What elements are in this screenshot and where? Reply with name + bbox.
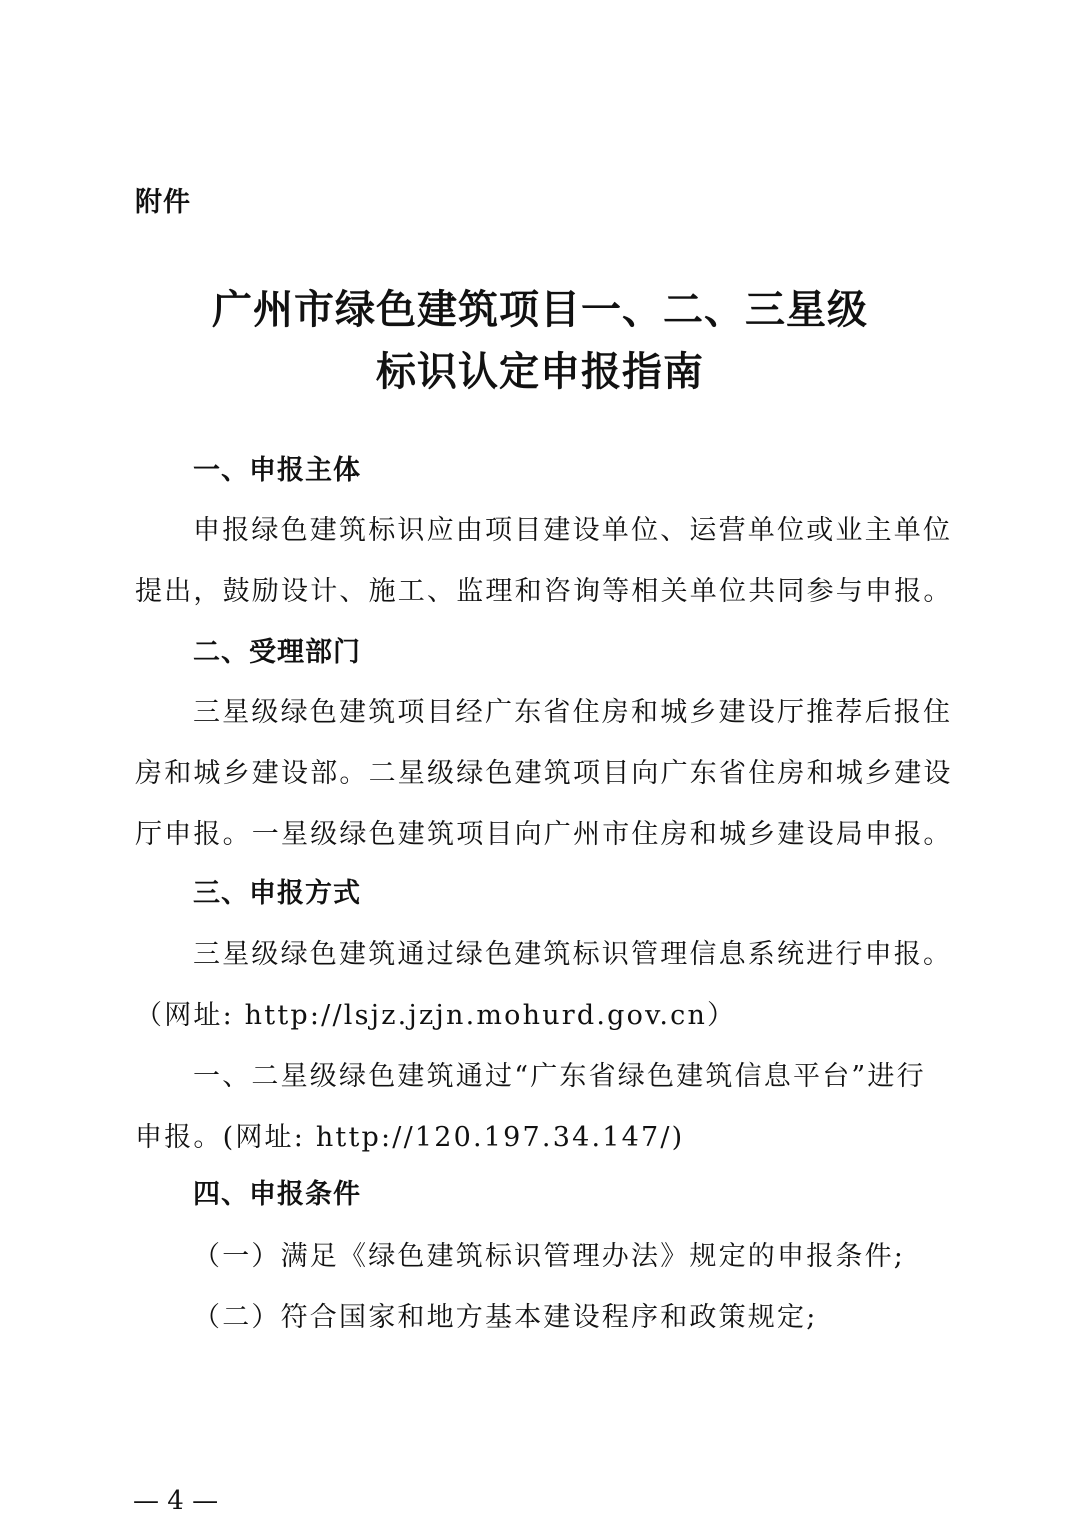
url-line: 申报。(网址: http://120.197.34.147/) — [135, 1122, 685, 1153]
paragraph-line: 申报绿色建筑标识应由项目建设单位、运营单位或业主单位 — [193, 515, 953, 546]
document-title-line-2: 标识认定申报指南 — [376, 348, 704, 395]
condition-item: （一）满足《绿色建筑标识管理办法》规定的申报条件; — [193, 1241, 906, 1272]
page-number: — 4 — — [133, 1486, 219, 1516]
paragraph-line: 房和城乡建设部。二星级绿色建筑项目向广东省住房和城乡建设 — [135, 758, 953, 789]
section-heading-applicant: 一、申报主体 — [193, 455, 361, 486]
section-body-conditions — [135, 1226, 965, 1348]
attachment-label: 附件 — [135, 187, 191, 218]
section-heading-method: 三、申报方式 — [193, 878, 361, 909]
section-body-method — [135, 924, 965, 1168]
paragraph-line: 三星级绿色建筑项目经广东省住房和城乡建设厅推荐后报住 — [193, 697, 953, 728]
url-line: （网址: http://lsjz.jzjn.mohurd.gov.cn） — [135, 1000, 737, 1031]
paragraph-line: 一、二星级绿色建筑通过“广东省绿色建筑信息平台”进行 — [193, 1061, 926, 1092]
section-body-applicant — [135, 500, 965, 622]
section-heading-conditions: 四、申报条件 — [193, 1179, 361, 1210]
paragraph-line: 提出，鼓励设计、施工、监理和咨询等相关单位共同参与申报。 — [135, 576, 953, 607]
paragraph-line: 三星级绿色建筑通过绿色建筑标识管理信息系统进行申报。 — [193, 939, 953, 970]
condition-item: （二）符合国家和地方基本建设程序和政策规定; — [193, 1302, 818, 1333]
section-body-department — [135, 682, 965, 865]
document-title-line-1: 广州市绿色建筑项目一、二、三星级 — [212, 286, 868, 333]
paragraph-line: 厅申报。一星级绿色建筑项目向广州市住房和城乡建设局申报。 — [135, 819, 953, 850]
section-heading-department: 二、受理部门 — [193, 637, 361, 668]
